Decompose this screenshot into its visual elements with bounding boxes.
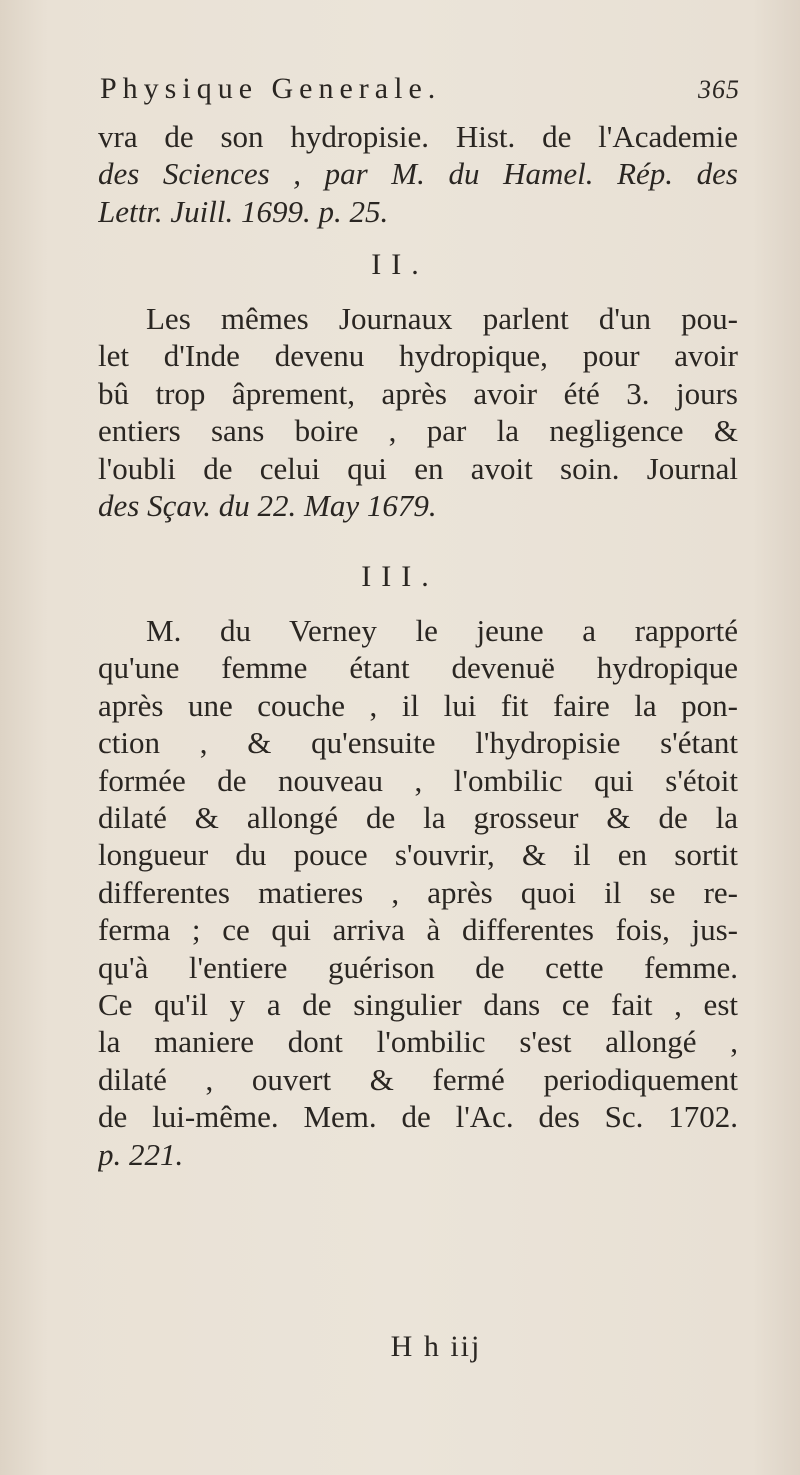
section-number-3: III. [361, 560, 439, 593]
text-line: de lui-même. Mem. de l'Ac. des Sc. 1702. [98, 1099, 738, 1135]
text-line: let d'Inde devenu hydropique, pour avoir [98, 338, 738, 374]
text-line: Lettr. Juill. 1699. p. 25. [98, 193, 389, 229]
paragraph-2 [98, 300, 738, 524]
text-line: longueur du pouce s'ouvrir, & il en sortit [98, 837, 738, 873]
text-line: Ce qu'il y a de singulier dans ce fait , est [98, 987, 738, 1023]
text-line: bû trop âprement, après avoir été 3. jours [98, 375, 738, 411]
paragraph-3 [98, 612, 738, 1173]
text-line: dilaté & allongé de la grosseur & de la [98, 800, 738, 836]
running-header [100, 72, 740, 106]
text-line: qu'une femme étant devenuë hydropique [98, 650, 738, 686]
text-line: des Sciences , par M. du Hamel. Rép. des [98, 156, 738, 192]
text-line: dilaté , ouvert & fermé periodiquement [98, 1061, 738, 1097]
text-line: l'oubli de celui qui en avoit soin. Journal [98, 450, 738, 486]
text-line: vra de son hydropisie. Hist. de l'Academie [98, 119, 738, 154]
text-line: differentes matieres , après quoi il se re- [98, 874, 738, 910]
page-number: 365 [698, 75, 740, 104]
text-line: entiers sans boire , par la negligence & [98, 413, 738, 449]
paragraph-1 [98, 118, 738, 230]
text-line: qu'à l'entiere guérison de cette femme. [98, 949, 738, 985]
text-line: des Sçav. du 22. May 1679. [98, 488, 437, 524]
text-line: Les mêmes Journaux parlent d'un pou- [146, 301, 738, 336]
signature-mark: H h iij [390, 1330, 482, 1363]
text-line: ction , & qu'ensuite l'hydropisie s'étant [98, 725, 738, 761]
text-line: la maniere dont l'ombilic s'est allongé , [98, 1024, 738, 1060]
text-line: formée de nouveau , l'ombilic qui s'étoit [98, 762, 738, 798]
section-number-2: II. [371, 248, 429, 281]
text-line: après une couche , il lui fit faire la pon- [98, 687, 738, 723]
text-line: ferma ; ce qui arriva à differentes fois, jus- [98, 912, 738, 948]
text-line: M. du Verney le jeune a rapporté [146, 613, 738, 648]
running-title: Physique Generale. [100, 72, 442, 105]
text-line: p. 221. [98, 1136, 184, 1172]
